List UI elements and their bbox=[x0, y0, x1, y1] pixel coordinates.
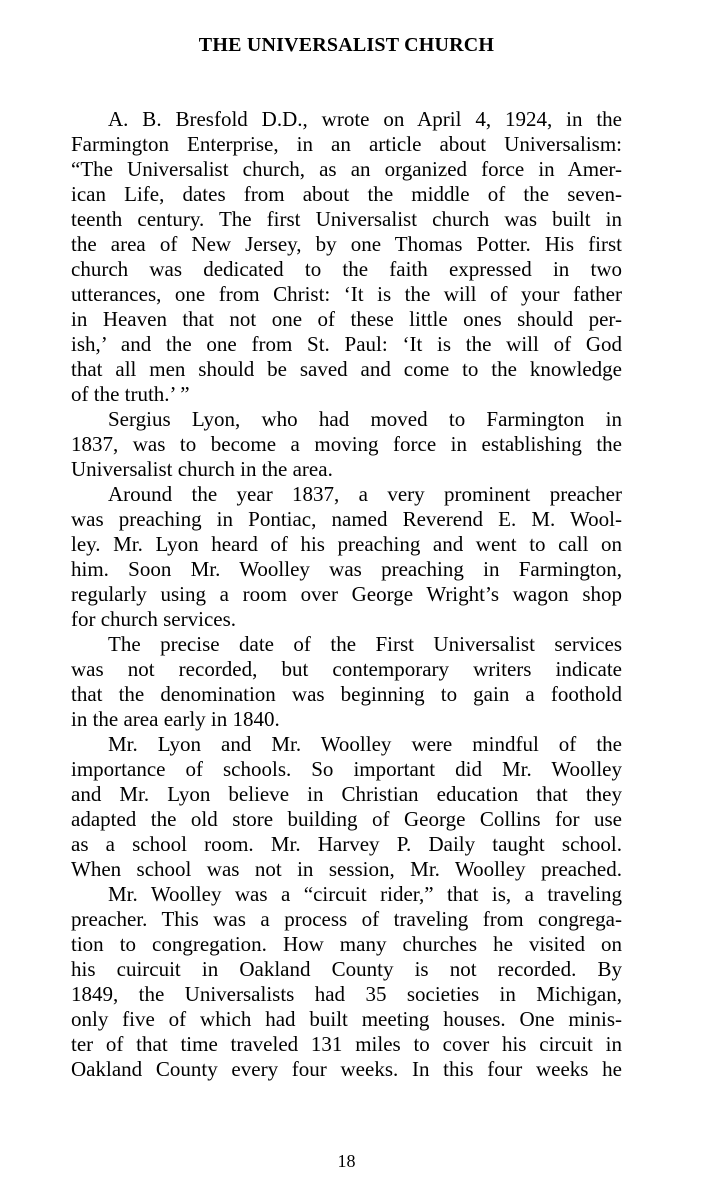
text-line: Farmington Enterprise, in an article about Universalism: bbox=[71, 132, 622, 156]
text-line: as a school room. Mr. Harvey P. Daily taught school. bbox=[71, 832, 622, 856]
text-line: and Mr. Lyon believe in Christian education that they bbox=[71, 782, 622, 806]
text-line: his cuircuit in Oakland County is not recorded. By bbox=[71, 957, 622, 981]
text-line: A. B. Bresfold D.D., wrote on April 4, 1924, in the bbox=[108, 107, 622, 131]
text-line: ley. Mr. Lyon heard of his preaching and went to call on bbox=[71, 532, 622, 556]
text-line: ish,’ and the one from St. Paul: ‘It is the will of God bbox=[71, 332, 622, 356]
text-line: The precise date of the First Universalist services bbox=[108, 632, 622, 656]
text-line: utterances, one from Christ: ‘It is the will of your father bbox=[71, 282, 622, 306]
text-line: in the area early in 1840. bbox=[71, 707, 280, 731]
text-line: of the truth.’ ” bbox=[71, 382, 190, 406]
text-line: 1837, was to become a moving force in establishing the bbox=[71, 432, 622, 456]
text-line: that the denomination was beginning to gain a foothold bbox=[71, 682, 622, 706]
text-line: Mr. Woolley was a “circuit rider,” that is, a traveling bbox=[108, 882, 622, 906]
chapter-title: THE UNIVERSALIST CHURCH bbox=[198, 34, 495, 56]
text-line: Around the year 1837, a very prominent preacher bbox=[108, 482, 622, 506]
text-line: preacher. This was a process of traveling from congrega- bbox=[71, 907, 622, 931]
text-line: the area of New Jersey, by one Thomas Potter. His first bbox=[71, 232, 622, 256]
text-line: for church services. bbox=[71, 607, 237, 631]
text-line: When school was not in session, Mr. Woolley preached. bbox=[71, 857, 622, 881]
text-line: church was dedicated to the faith expressed in two bbox=[71, 257, 622, 281]
text-line: adapted the old store building of George Collins for use bbox=[71, 807, 622, 831]
page-number: 18 bbox=[337, 1151, 356, 1171]
text-line: that all men should be saved and come to the knowledge bbox=[71, 357, 622, 381]
text-line: was preaching in Pontiac, named Reverend E. M. Wool- bbox=[71, 507, 622, 531]
text-line: tion to congregation. How many churches he visited on bbox=[71, 932, 622, 956]
text-line: teenth century. The first Universalist church was built in bbox=[71, 207, 622, 231]
body-text bbox=[71, 107, 622, 1082]
text-line: Universalist church in the area. bbox=[71, 457, 333, 481]
text-line: “The Universalist church, as an organized force in Amer- bbox=[71, 157, 622, 181]
text-line: regularly using a room over George Wright’s wagon shop bbox=[71, 582, 622, 606]
text-line: Sergius Lyon, who had moved to Farmington in bbox=[108, 407, 622, 431]
text-line: ican Life, dates from about the middle of the seven- bbox=[71, 182, 622, 206]
text-line: only five of which had built meeting houses. One minis- bbox=[71, 1007, 622, 1031]
text-line: Oakland County every four weeks. In this four weeks he bbox=[71, 1057, 622, 1081]
text-line: Mr. Lyon and Mr. Woolley were mindful of the bbox=[108, 732, 622, 756]
text-line: him. Soon Mr. Woolley was preaching in Farmington, bbox=[71, 557, 622, 581]
text-line: was not recorded, but contemporary writers indicate bbox=[71, 657, 622, 681]
text-line: in Heaven that not one of these little ones should per- bbox=[71, 307, 622, 331]
text-line: 1849, the Universalists had 35 societies in Michigan, bbox=[71, 982, 622, 1006]
text-line: importance of schools. So important did Mr. Woolley bbox=[71, 757, 622, 781]
text-line: ter of that time traveled 131 miles to cover his circuit in bbox=[71, 1032, 622, 1056]
book-page bbox=[71, 0, 622, 1195]
